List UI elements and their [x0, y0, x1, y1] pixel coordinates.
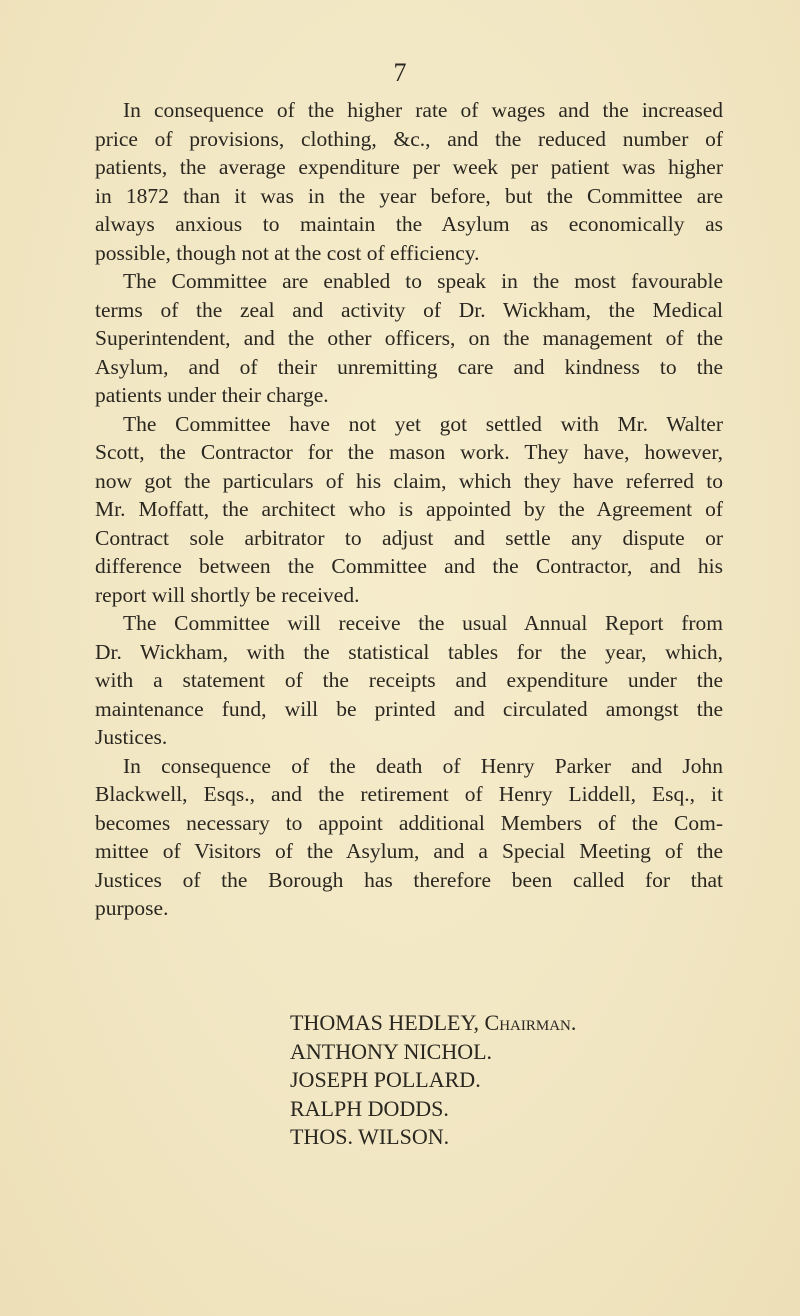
signatory	[290, 1066, 730, 1095]
paragraph-3	[95, 410, 723, 610]
text-line: patients, the average expenditure per week per patient was higher	[95, 155, 723, 179]
text-line: now got the particulars of his claim, which they have referred to	[95, 468, 723, 493]
text-line: Dr. Wickham, with the statistical tables for the year, which,	[95, 639, 723, 664]
text-line: Scott, the Contractor for the mason work. They have, however,	[95, 440, 723, 464]
text-line: Justices.	[95, 725, 168, 749]
signature-block	[290, 1009, 730, 1152]
text-line: The Committee have not yet got settled with Mr. Walter	[123, 411, 723, 436]
signatory-name: ANTHONY NICHOL.	[290, 1038, 493, 1064]
text-line: Asylum, and of their unremitting care and kindness to the	[95, 354, 723, 379]
signatory-role: Chairman.	[484, 1010, 577, 1035]
text-line: The Committee will receive the usual Annual Report from	[123, 611, 723, 635]
text-line: The Committee are enabled to speak in the most favourable	[123, 269, 723, 293]
signatory-name: THOMAS HEDLEY,	[290, 1010, 480, 1035]
signatory	[290, 1123, 730, 1152]
text-line: terms of the zeal and activity of Dr. Wickham, the Medical	[95, 297, 723, 322]
text-line: Mr. Moffatt, the architect who is appointed by the Agreement of	[95, 497, 723, 521]
paragraph-2	[95, 267, 723, 410]
text-line: with a statement of the receipts and expenditure under the	[95, 668, 723, 692]
text-line: Blackwell, Esqs., and the retirement of Henry Liddell, Esq., it	[95, 782, 723, 806]
page-number: 7	[393, 58, 407, 87]
text-line: In consequence of the higher rate of wages and the increased	[123, 98, 723, 122]
text-line: report will shortly be received.	[95, 582, 360, 607]
text-line: always anxious to maintain the Asylum as economically as	[95, 212, 723, 236]
text-line: purpose.	[95, 896, 169, 920]
paragraph-5	[95, 752, 723, 923]
signatory-name: THOS. WILSON.	[290, 1124, 450, 1149]
text-line: in 1872 than it was in the year before, but the Committee are	[95, 183, 723, 208]
signatory	[290, 1095, 730, 1124]
signatory-name: RALPH DODDS.	[290, 1095, 449, 1121]
signatory-name: JOSEPH POLLARD.	[290, 1067, 481, 1092]
text-line: Contract sole arbitrator to adjust and settle any dispute or	[95, 525, 723, 550]
text-line: difference between the Committee and the Contractor, and his	[95, 554, 723, 578]
text-line: Superintendent, and the other officers, on the management of the	[95, 326, 723, 350]
body-text	[95, 96, 723, 923]
text-line: patients under their charge.	[95, 383, 329, 407]
text-line: becomes necessary to appoint additional Members of the Com-	[95, 810, 723, 835]
text-line: mittee of Visitors of the Asylum, and a Special Meeting of the	[95, 839, 723, 863]
paragraph-4	[95, 609, 723, 752]
text-line: Justices of the Borough has therefore been called for that	[95, 867, 723, 892]
text-line: In consequence of the death of Henry Parker and John	[123, 753, 723, 778]
text-line: price of provisions, clothing, &c., and the reduced number of	[95, 126, 723, 151]
signatory	[290, 1038, 730, 1067]
text-line: maintenance fund, will be printed and circulated amongst the	[95, 696, 723, 721]
paragraph-1	[95, 96, 723, 267]
signatory	[290, 1009, 730, 1038]
text-line: possible, though not at the cost of efficiency.	[95, 240, 480, 265]
